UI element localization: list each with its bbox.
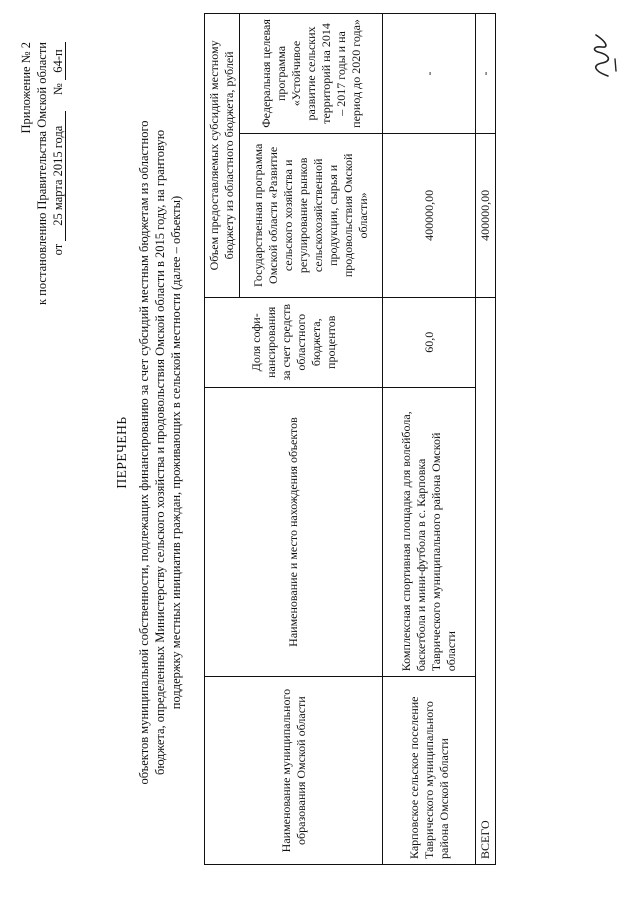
header-share: Доля софи-нансирования за счет средств областного бюджета, процентов (205, 297, 383, 387)
total-row (476, 14, 496, 865)
appendix-date-line (50, 42, 66, 305)
total-federal-amount: - (476, 14, 496, 134)
number-prefix: № (51, 83, 65, 96)
appendix-header (18, 42, 66, 305)
row-object: Комплексная спортивная площадка для волейбола, баскетбола и мини-футбола в с. Карповка Таврического муниципального района Омской области (383, 387, 476, 676)
row-share: 60,0 (383, 297, 476, 387)
date-prefix: от (51, 243, 65, 256)
table-header-row (205, 14, 240, 865)
document-title: ПЕРЕЧЕНЬ (114, 416, 129, 489)
handwritten-mark-icon (586, 31, 620, 79)
header-volume: Объем предоставляемых субсидий местному бюджету из областного бюджета, рублей (205, 14, 240, 298)
header-object: Наименование и место нахождения объектов (205, 387, 383, 676)
appendix-resolution: к постановлению Правительства Омской области (35, 42, 49, 306)
header-federal-program: Федеральная целевая программа «Устойчивое развитие сельских территорий на 2014 – 2017 годы и на период до 2020 года» (240, 14, 383, 134)
objects-table (204, 13, 496, 865)
table-row (383, 14, 476, 865)
total-label: ВСЕГО (476, 297, 496, 864)
row-federal-amount: - (383, 14, 476, 134)
row-municipality: Карповское сельское поселение Таврического муниципального района Омской области (383, 677, 476, 865)
appendix-number: Приложение № 2 (19, 42, 33, 134)
header-municipality: Наименование муниципального образования Омской области (205, 677, 383, 865)
document-subtitle: объектов муниципальной собственности, подлежащих финансированию за счет субсидий местным бюджетам из областного бюджета, определенных Министерству сельского хозяйства и продовольствия Омской области в 2015 году, на грантовую поддержку местных инициатив граждан, проживающих в сельской местности (далее – объекты) (137, 120, 183, 785)
resolution-date: 25 марта 2015 года (52, 111, 66, 241)
resolution-number: 64-п (52, 42, 66, 80)
header-state-program: Государственная программа Омской области «Развитие сельского хозяйства и регулирование рынков сельскохозяйственной продукции, сырья и продовольствия Омской области» (240, 133, 383, 297)
row-state-amount: 400000,00 (383, 133, 476, 297)
total-state-amount: 400000,00 (476, 133, 496, 297)
